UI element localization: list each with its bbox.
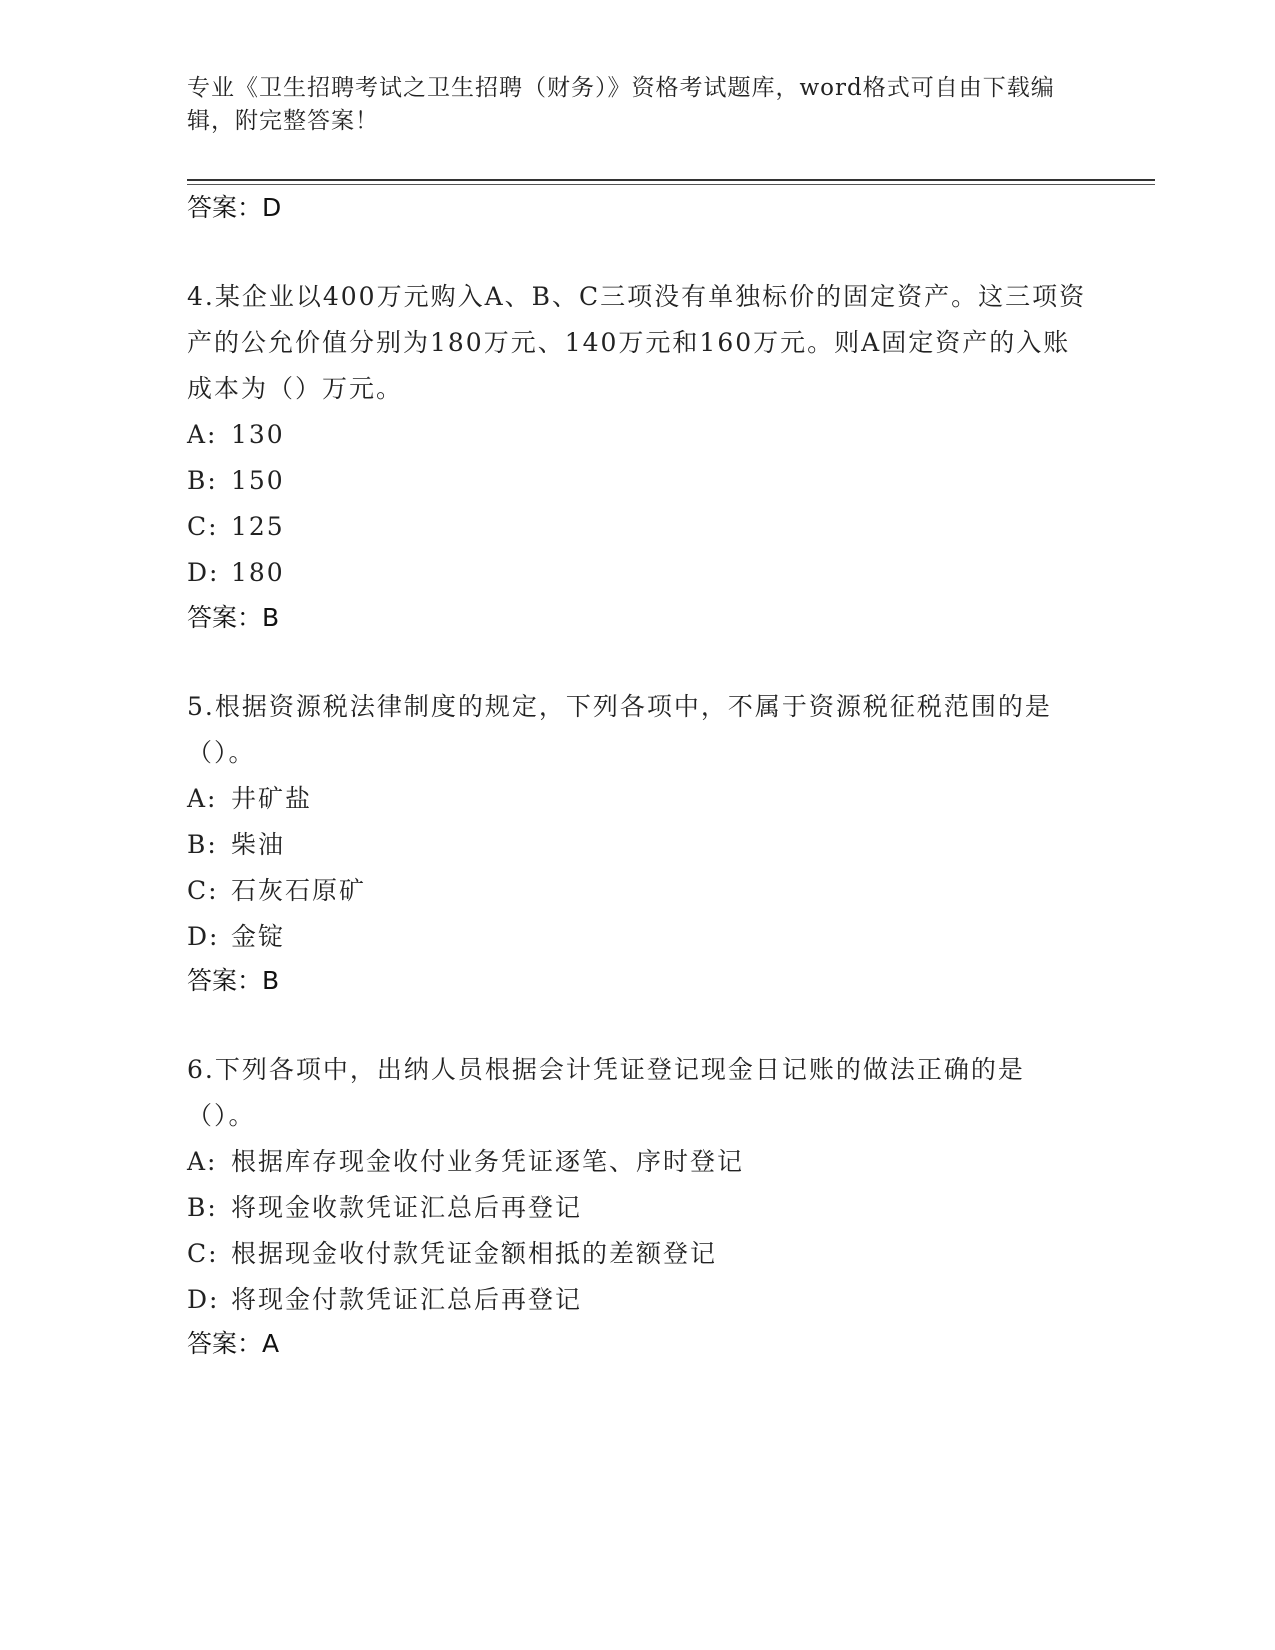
option-key: B: bbox=[187, 1193, 218, 1222]
option-d bbox=[187, 1277, 1087, 1323]
question-block bbox=[187, 274, 1087, 596]
answer-label: 答案：A bbox=[187, 1329, 280, 1358]
option-key: C: bbox=[187, 876, 219, 905]
option-d bbox=[187, 550, 1087, 596]
option-c bbox=[187, 504, 1087, 550]
question-block bbox=[187, 684, 1087, 960]
option-value: 柴油 bbox=[231, 830, 286, 859]
page-header: 专业《卫生招聘考试之卫生招聘（财务）》资格考试题库，word格式可自由下载编辑，附完整答案！ bbox=[187, 75, 1055, 134]
option-key: A: bbox=[187, 420, 218, 449]
header-divider-thin bbox=[187, 184, 1155, 185]
previous-answer: 答案：D bbox=[187, 193, 282, 222]
option-a bbox=[187, 776, 1087, 822]
option-c bbox=[187, 868, 1087, 914]
option-key: D: bbox=[187, 1285, 220, 1314]
option-c bbox=[187, 1231, 1087, 1277]
option-key: A: bbox=[187, 784, 218, 813]
option-a bbox=[187, 412, 1087, 458]
option-key: C: bbox=[187, 1239, 219, 1268]
option-value: 井矿盐 bbox=[231, 784, 313, 813]
option-b bbox=[187, 458, 1087, 504]
option-value: 125 bbox=[231, 512, 285, 541]
question-text: 6.下列各项中，出纳人员根据会计凭证登记现金日记账的做法正确的是（）。 bbox=[187, 1055, 1025, 1130]
option-key: C: bbox=[187, 512, 219, 541]
option-key: D: bbox=[187, 558, 220, 587]
option-d bbox=[187, 914, 1087, 960]
option-b bbox=[187, 822, 1087, 868]
option-value: 金锭 bbox=[231, 922, 286, 951]
header-divider bbox=[187, 179, 1155, 181]
option-value: 150 bbox=[231, 466, 285, 495]
option-value: 石灰石原矿 bbox=[231, 876, 367, 905]
question-text: 5.根据资源税法律制度的规定，下列各项中，不属于资源税征税范围的是（）。 bbox=[187, 692, 1052, 767]
question-text: 4.某企业以400万元购入A、B、C三项没有单独标价的固定资产。这三项资产的公允价值分别为180万元、140万元和160万元。则A固定资产的入账成本为（）万元。 bbox=[187, 282, 1087, 403]
option-key: A: bbox=[187, 1147, 218, 1176]
question-block bbox=[187, 1047, 1087, 1323]
option-value: 180 bbox=[231, 558, 285, 587]
option-value: 将现金付款凭证汇总后再登记 bbox=[231, 1285, 583, 1314]
option-value: 将现金收款凭证汇总后再登记 bbox=[231, 1193, 583, 1222]
option-value: 根据现金收付款凭证金额相抵的差额登记 bbox=[231, 1239, 718, 1268]
option-key: D: bbox=[187, 922, 220, 951]
answer-label: 答案：B bbox=[187, 966, 280, 995]
option-key: B: bbox=[187, 466, 218, 495]
option-b bbox=[187, 1185, 1087, 1231]
answer-label: 答案：B bbox=[187, 603, 280, 632]
option-value: 根据库存现金收付业务凭证逐笔、序时登记 bbox=[231, 1147, 745, 1176]
option-key: B: bbox=[187, 830, 218, 859]
option-a bbox=[187, 1139, 1087, 1185]
option-value: 130 bbox=[231, 420, 285, 449]
